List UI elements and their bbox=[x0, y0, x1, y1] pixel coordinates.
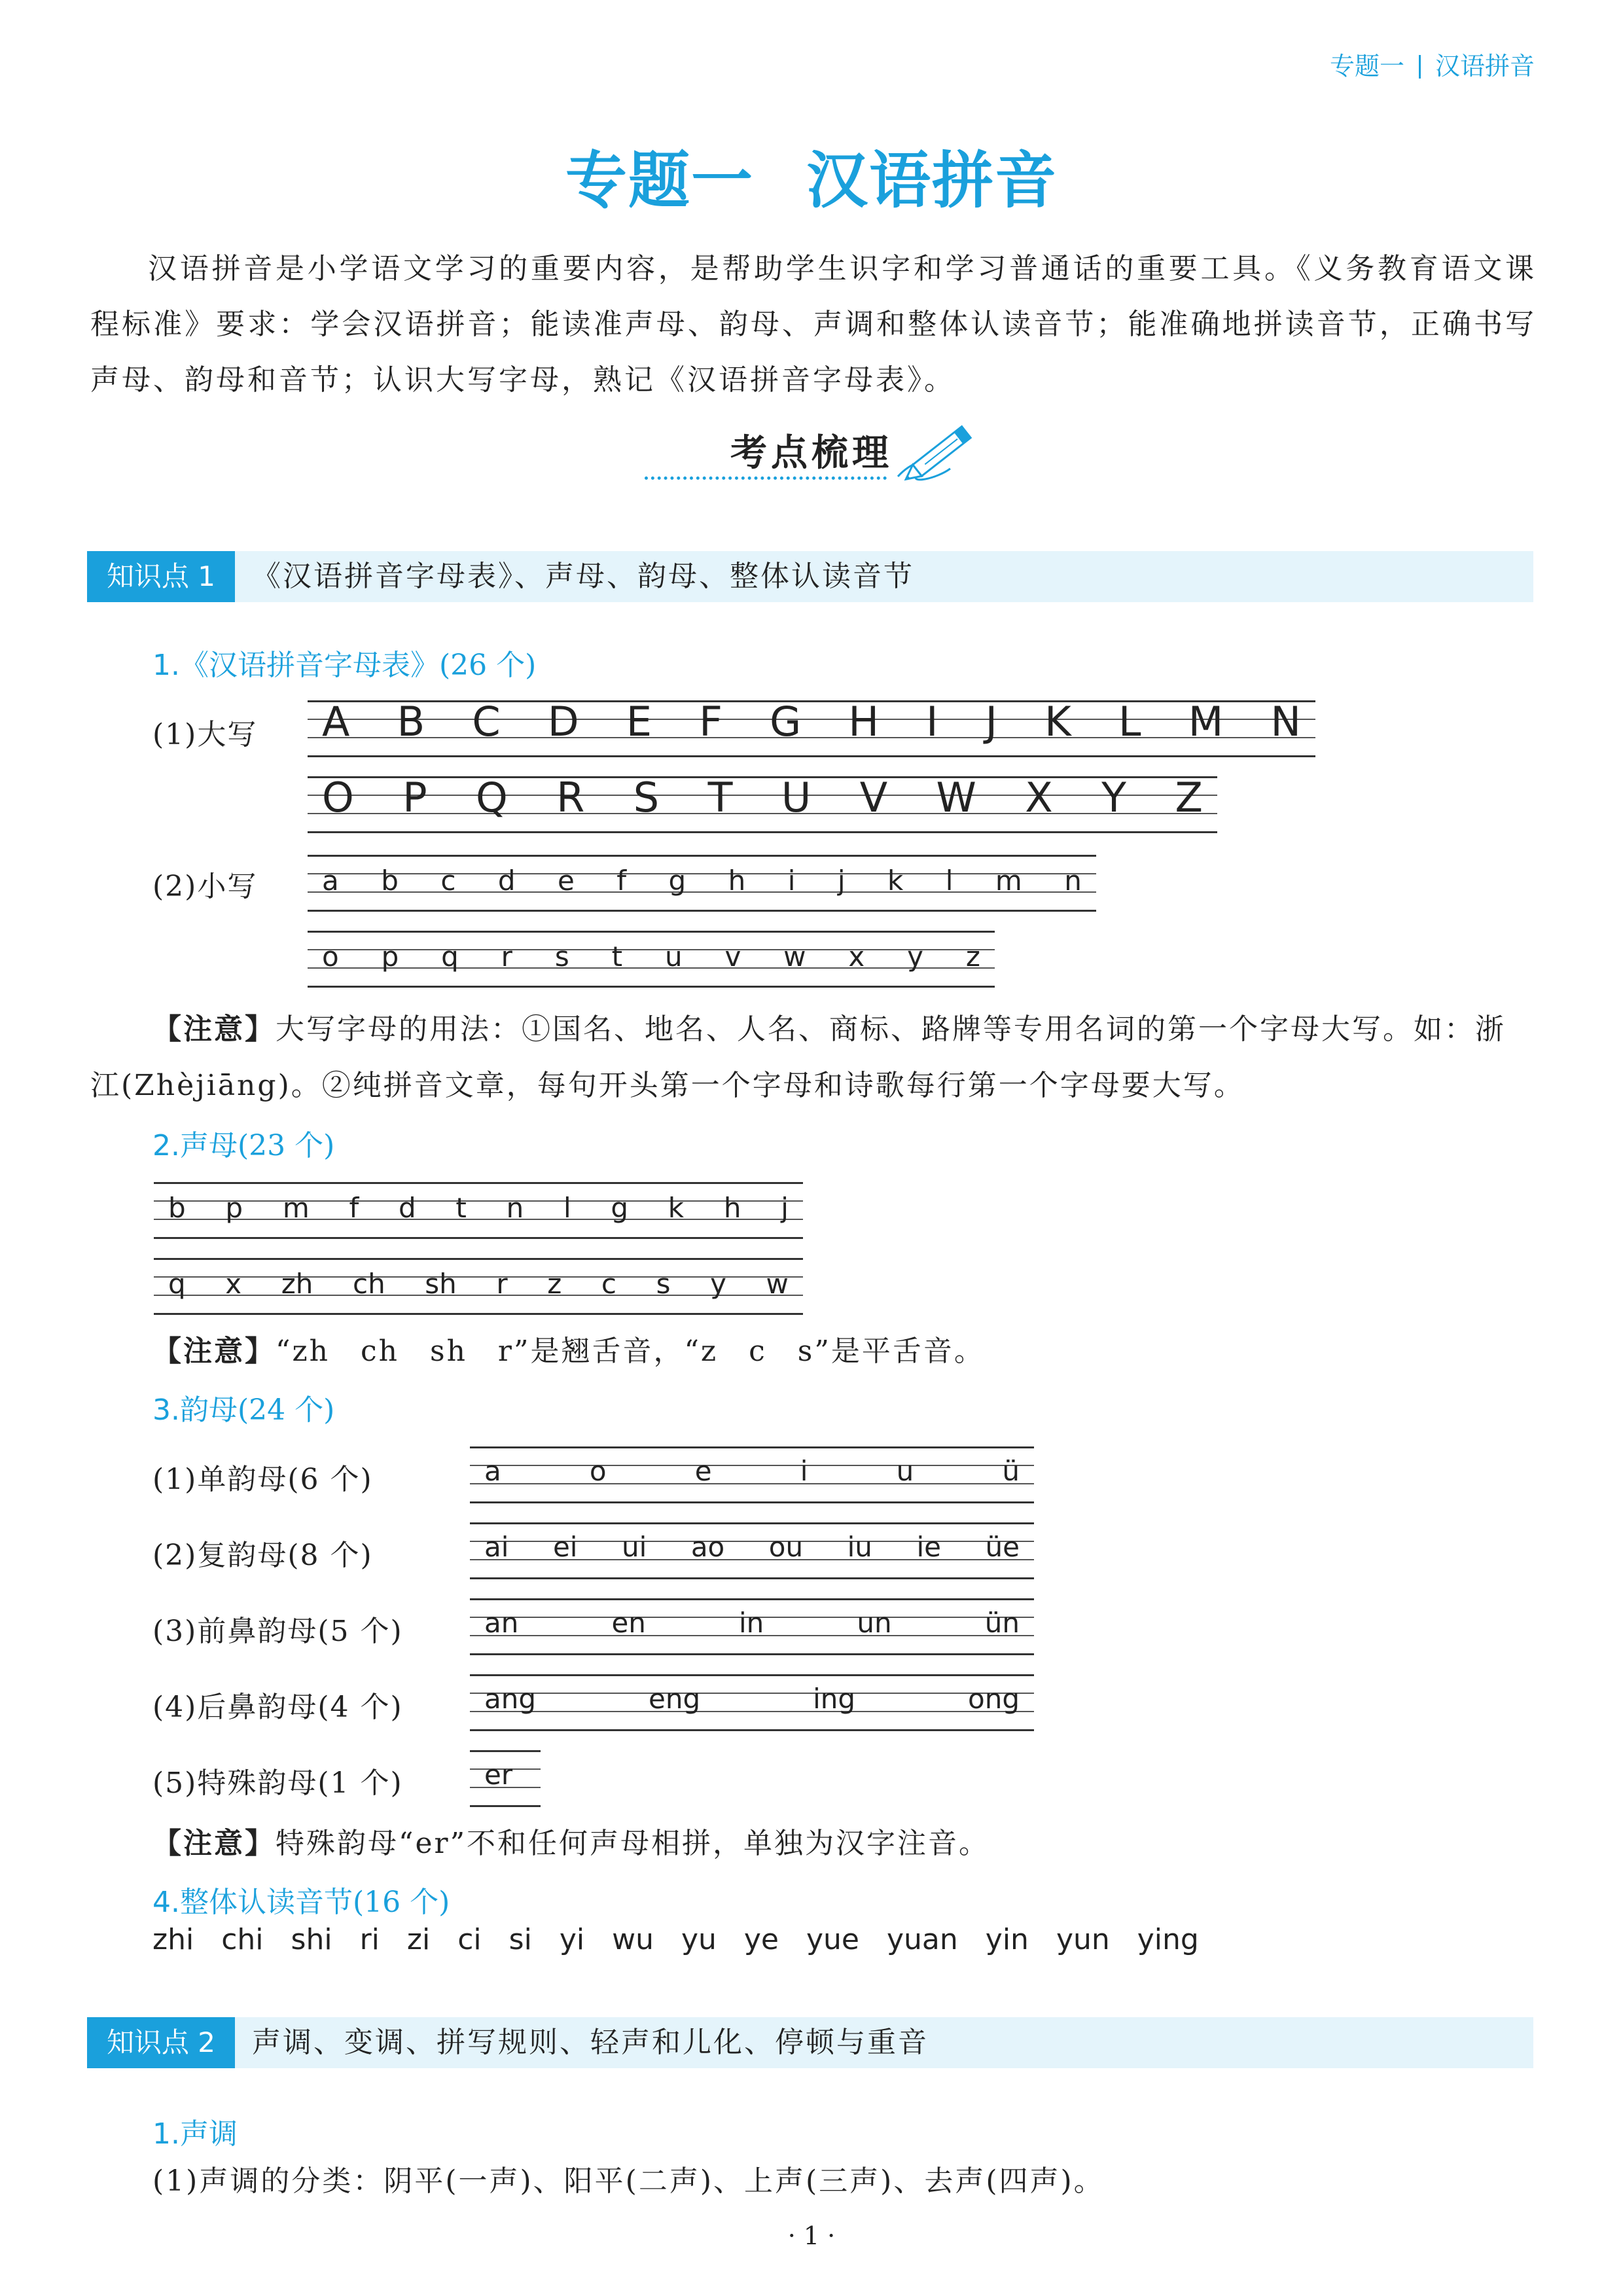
final-item: e bbox=[694, 1455, 712, 1487]
final-item: er bbox=[484, 1759, 513, 1791]
uppercase-label: (1)大写 bbox=[152, 718, 258, 751]
note-uppercase-usage-cont bbox=[90, 1058, 1245, 1114]
lowercase-letter: j bbox=[837, 865, 846, 897]
finals-label-special: (5)特殊韵母(1 个) bbox=[152, 1767, 403, 1800]
initial-consonant: k bbox=[668, 1192, 685, 1224]
finals-front-nasal-items bbox=[470, 1604, 1034, 1643]
lowercase-row-2 bbox=[308, 931, 995, 987]
uppercase-letters-1 bbox=[308, 698, 1315, 746]
uppercase-letter: S bbox=[633, 774, 660, 821]
note-retroflex bbox=[152, 1323, 985, 1380]
final-item: u bbox=[896, 1455, 914, 1487]
initial-consonant: sh bbox=[425, 1268, 457, 1300]
running-head bbox=[1330, 46, 1535, 82]
note-uppercase-usage bbox=[152, 1001, 1506, 1058]
lowercase-letter: v bbox=[724, 941, 741, 973]
initial-consonant: w bbox=[766, 1268, 789, 1300]
lowercase-label: (2)小写 bbox=[152, 870, 258, 903]
knowledge-point-2-text: 声调、变调、拼写规则、轻声和儿化、停顿与重音 bbox=[252, 2026, 929, 2059]
uppercase-letter: A bbox=[322, 698, 350, 745]
syllables-count: (16 个) bbox=[352, 1886, 450, 1919]
lowercase-letter: d bbox=[497, 865, 516, 897]
initial-consonant: m bbox=[282, 1192, 310, 1224]
initial-consonant: d bbox=[399, 1192, 416, 1224]
lowercase-letter: m bbox=[995, 865, 1022, 897]
lowercase-letter: e bbox=[558, 865, 575, 897]
note-1-tag: 【注意】 bbox=[152, 1013, 276, 1046]
whole-syllables-list bbox=[152, 1923, 1226, 1956]
final-item: o bbox=[589, 1455, 607, 1487]
uppercase-letter: D bbox=[547, 698, 579, 745]
whole-syllable: chi bbox=[221, 1923, 264, 1956]
whole-syllable: yuan bbox=[887, 1923, 958, 1956]
initials-heading-text: 2.声母 bbox=[152, 1129, 238, 1162]
final-item: an bbox=[484, 1607, 519, 1639]
initial-consonant: t bbox=[455, 1192, 467, 1224]
whole-syllable: ye bbox=[743, 1923, 779, 1956]
knowledge-point-2-tag: 知识点 2 bbox=[87, 2017, 235, 2068]
lowercase-letter: z bbox=[965, 941, 980, 973]
note-special-final bbox=[152, 1816, 990, 1872]
uppercase-letter: Y bbox=[1101, 774, 1127, 821]
uppercase-row-1 bbox=[308, 700, 1315, 757]
initials-row-1 bbox=[154, 1182, 803, 1238]
finals-row-special bbox=[470, 1750, 541, 1806]
finals-row-compound bbox=[470, 1522, 1034, 1579]
initial-consonant: r bbox=[496, 1268, 508, 1300]
whole-syllable: ci bbox=[457, 1923, 482, 1956]
uppercase-letter: T bbox=[707, 774, 733, 821]
uppercase-letter: Z bbox=[1175, 774, 1203, 821]
final-item: ou bbox=[768, 1531, 804, 1563]
intro-text: 汉语拼音是小学语文学习的重要内容，是帮助学生识字和学习普通话的重要工具。《义务教育语文课程标准》要求：学会汉语拼音；能读准声母、韵母、声调和整体认读音节；能准确地拼读音节，正确书写声母、韵母和音节；认识大写字母，熟记《汉语拼音字母表》。 bbox=[90, 252, 1537, 397]
final-item: ai bbox=[484, 1531, 509, 1563]
initial-consonant: g bbox=[611, 1192, 629, 1224]
running-head-topic: 专题一 bbox=[1329, 52, 1404, 81]
finals-heading bbox=[152, 1386, 334, 1428]
lowercase-letters-2 bbox=[308, 937, 995, 977]
lowercase-letter: k bbox=[887, 865, 904, 897]
initial-consonant: c bbox=[601, 1268, 617, 1300]
finals-row-simple bbox=[470, 1446, 1034, 1503]
syllables-heading bbox=[152, 1878, 450, 1920]
final-item: ing bbox=[813, 1683, 856, 1715]
lowercase-letter: y bbox=[907, 941, 923, 973]
dotted-underline bbox=[645, 476, 887, 484]
whole-syllable: shi bbox=[291, 1923, 332, 1956]
tones-heading: 1.声调 bbox=[152, 2117, 238, 2151]
final-item: ao bbox=[690, 1531, 725, 1563]
note-1-line-2: 江(Zhèjiāng)。②纯拼音文章，每句开头第一个字母和诗歌每行第一个字母要大写。 bbox=[90, 1069, 1245, 1102]
uppercase-letter: W bbox=[936, 774, 976, 821]
lowercase-letter: t bbox=[611, 941, 623, 973]
uppercase-letter: B bbox=[397, 698, 425, 745]
lowercase-row-1 bbox=[308, 855, 1096, 911]
initial-consonant: n bbox=[506, 1192, 524, 1224]
whole-syllable: yu bbox=[681, 1923, 717, 1956]
uppercase-letter: X bbox=[1025, 774, 1053, 821]
uppercase-letter: E bbox=[626, 698, 652, 745]
uppercase-letter: V bbox=[859, 774, 888, 821]
note-2-tag: 【注意】 bbox=[152, 1335, 276, 1368]
uppercase-letter: U bbox=[781, 774, 812, 821]
initials-letters-1 bbox=[154, 1189, 803, 1228]
lowercase-letter: o bbox=[322, 941, 339, 973]
finals-row-back-nasal bbox=[470, 1674, 1034, 1731]
alphabet-count: (26 个) bbox=[438, 649, 537, 682]
finals-label-compound: (2)复韵母(8 个) bbox=[152, 1539, 373, 1572]
finals-back-nasal-items bbox=[470, 1679, 1034, 1719]
lowercase-letter: w bbox=[783, 941, 806, 973]
lowercase-letter: q bbox=[441, 941, 459, 973]
whole-syllable: ri bbox=[359, 1923, 380, 1956]
uppercase-letter: K bbox=[1044, 698, 1071, 745]
lowercase-letter: l bbox=[945, 865, 954, 897]
uppercase-letter: C bbox=[472, 698, 501, 745]
final-item: in bbox=[739, 1607, 764, 1639]
uppercase-letter: G bbox=[770, 698, 802, 745]
lowercase-letter: a bbox=[322, 865, 339, 897]
uppercase-letter: P bbox=[402, 774, 427, 821]
title-part-1: 专题一 bbox=[565, 145, 754, 217]
finals-heading-text: 3.韵母 bbox=[152, 1393, 238, 1427]
section-heading-text: 考点梳理 bbox=[730, 431, 893, 475]
whole-syllable: yi bbox=[559, 1923, 585, 1956]
uppercase-row-2 bbox=[308, 776, 1217, 833]
uppercase-letter: Q bbox=[476, 774, 508, 821]
initial-consonant: b bbox=[168, 1192, 186, 1224]
final-item: en bbox=[611, 1607, 646, 1639]
final-item: ün bbox=[984, 1607, 1020, 1639]
uppercase-letters-2 bbox=[308, 774, 1217, 822]
whole-syllable: zhi bbox=[152, 1923, 194, 1956]
finals-compound-items bbox=[470, 1528, 1034, 1567]
initial-consonant: q bbox=[168, 1268, 186, 1300]
whole-syllable: wu bbox=[612, 1923, 654, 1956]
finals-label-front-nasal: (3)前鼻韵母(5 个) bbox=[152, 1615, 403, 1648]
final-item: ei bbox=[552, 1531, 578, 1563]
initial-consonant: p bbox=[225, 1192, 243, 1224]
initials-count: (23 个) bbox=[237, 1129, 335, 1162]
final-item: ang bbox=[484, 1683, 537, 1715]
whole-syllable: zi bbox=[406, 1923, 431, 1956]
initial-consonant: j bbox=[781, 1192, 789, 1224]
initial-consonant: f bbox=[349, 1192, 359, 1224]
page-title bbox=[0, 131, 1623, 219]
final-item: ui bbox=[621, 1531, 647, 1563]
initials-heading bbox=[152, 1122, 334, 1164]
uppercase-letter: N bbox=[1270, 698, 1301, 745]
initial-consonant: h bbox=[723, 1192, 741, 1224]
lowercase-letter: n bbox=[1064, 865, 1082, 897]
finals-count: (24 个) bbox=[237, 1393, 335, 1427]
uppercase-letter: L bbox=[1118, 698, 1141, 745]
knowledge-point-1-tag: 知识点 1 bbox=[87, 551, 235, 602]
note-3-tag: 【注意】 bbox=[152, 1827, 276, 1860]
initials-letters-2 bbox=[154, 1265, 803, 1304]
initial-consonant: l bbox=[563, 1192, 571, 1224]
uppercase-letter: H bbox=[848, 698, 879, 745]
finals-special-items bbox=[470, 1755, 541, 1795]
whole-syllable: yun bbox=[1056, 1923, 1110, 1956]
finals-label-back-nasal: (4)后鼻韵母(4 个) bbox=[152, 1691, 403, 1724]
pen-icon bbox=[891, 416, 990, 488]
note-3-text: 特殊韵母“er”不和任何声母相拼，单独为汉字注音。 bbox=[276, 1827, 990, 1860]
uppercase-letter: R bbox=[556, 774, 585, 821]
initial-consonant: x bbox=[225, 1268, 242, 1300]
final-item: eng bbox=[649, 1683, 701, 1715]
lowercase-letter: i bbox=[787, 865, 796, 897]
lowercase-letter: p bbox=[381, 941, 399, 973]
whole-syllable: yin bbox=[985, 1923, 1029, 1956]
lowercase-letter: r bbox=[501, 941, 512, 973]
whole-syllable: si bbox=[508, 1923, 532, 1956]
initial-consonant: zh bbox=[281, 1268, 313, 1300]
note-1-line-1: 大写字母的用法：①国名、地名、人名、商标、路牌等专用名词的第一个字母大写。如：浙 bbox=[276, 1013, 1506, 1046]
page-number: · 1 · bbox=[787, 2221, 836, 2250]
whole-syllable: ying bbox=[1137, 1923, 1199, 1956]
final-item: iu bbox=[847, 1531, 872, 1563]
lowercase-letter: g bbox=[668, 865, 687, 897]
alphabet-heading bbox=[152, 641, 536, 683]
lowercase-letter: x bbox=[848, 941, 865, 973]
section-heading bbox=[0, 424, 1623, 476]
uppercase-letter: I bbox=[926, 698, 938, 745]
whole-syllable: yue bbox=[806, 1923, 859, 1956]
syllables-heading-text: 4.整体认读音节 bbox=[152, 1886, 353, 1919]
note-2-text: “zh ch sh r”是翘舌音，“z c s”是平舌音。 bbox=[276, 1335, 985, 1368]
initials-row-2 bbox=[154, 1258, 803, 1314]
lowercase-letters-1 bbox=[308, 861, 1096, 901]
initial-consonant: y bbox=[710, 1268, 726, 1300]
final-item: ie bbox=[916, 1531, 941, 1563]
lowercase-letter: c bbox=[440, 865, 456, 897]
initial-consonant: z bbox=[547, 1268, 562, 1300]
final-item: un bbox=[857, 1607, 892, 1639]
uppercase-letter: F bbox=[699, 698, 722, 745]
running-head-divider bbox=[1419, 55, 1421, 79]
title-part-2: 汉语拼音 bbox=[806, 145, 1058, 217]
lowercase-letter: b bbox=[381, 865, 399, 897]
finals-row-front-nasal bbox=[470, 1598, 1034, 1655]
final-item: ü bbox=[1002, 1455, 1020, 1487]
final-item: a bbox=[484, 1455, 501, 1487]
finals-label-simple: (1)单韵母(6 个) bbox=[152, 1463, 373, 1496]
tones-classification: (1)声调的分类：阴平(一声)、阳平(二声)、上声(三声)、去声(四声)。 bbox=[152, 2164, 1105, 2198]
lowercase-letter: s bbox=[554, 941, 569, 973]
lowercase-letter: u bbox=[664, 941, 683, 973]
knowledge-point-1-text: 《汉语拼音字母表》、声母、韵母、整体认读音节 bbox=[252, 560, 914, 593]
initial-consonant: s bbox=[656, 1268, 671, 1300]
uppercase-letter: M bbox=[1188, 698, 1224, 745]
initial-consonant: ch bbox=[352, 1268, 385, 1300]
final-item: üe bbox=[985, 1531, 1020, 1563]
uppercase-letter: J bbox=[985, 698, 997, 745]
lowercase-letter: f bbox=[616, 865, 627, 897]
intro-paragraph bbox=[90, 241, 1537, 408]
final-item: i bbox=[800, 1455, 808, 1487]
final-item: ong bbox=[968, 1683, 1020, 1715]
uppercase-letter: O bbox=[322, 774, 354, 821]
running-head-title: 汉语拼音 bbox=[1435, 52, 1535, 81]
finals-simple-items bbox=[470, 1452, 1034, 1491]
alphabet-heading-text: 1.《汉语拼音字母表》 bbox=[152, 649, 439, 682]
lowercase-letter: h bbox=[728, 865, 746, 897]
knowledge-point-1-bar bbox=[87, 551, 1533, 602]
knowledge-point-2-bar bbox=[87, 2017, 1533, 2068]
